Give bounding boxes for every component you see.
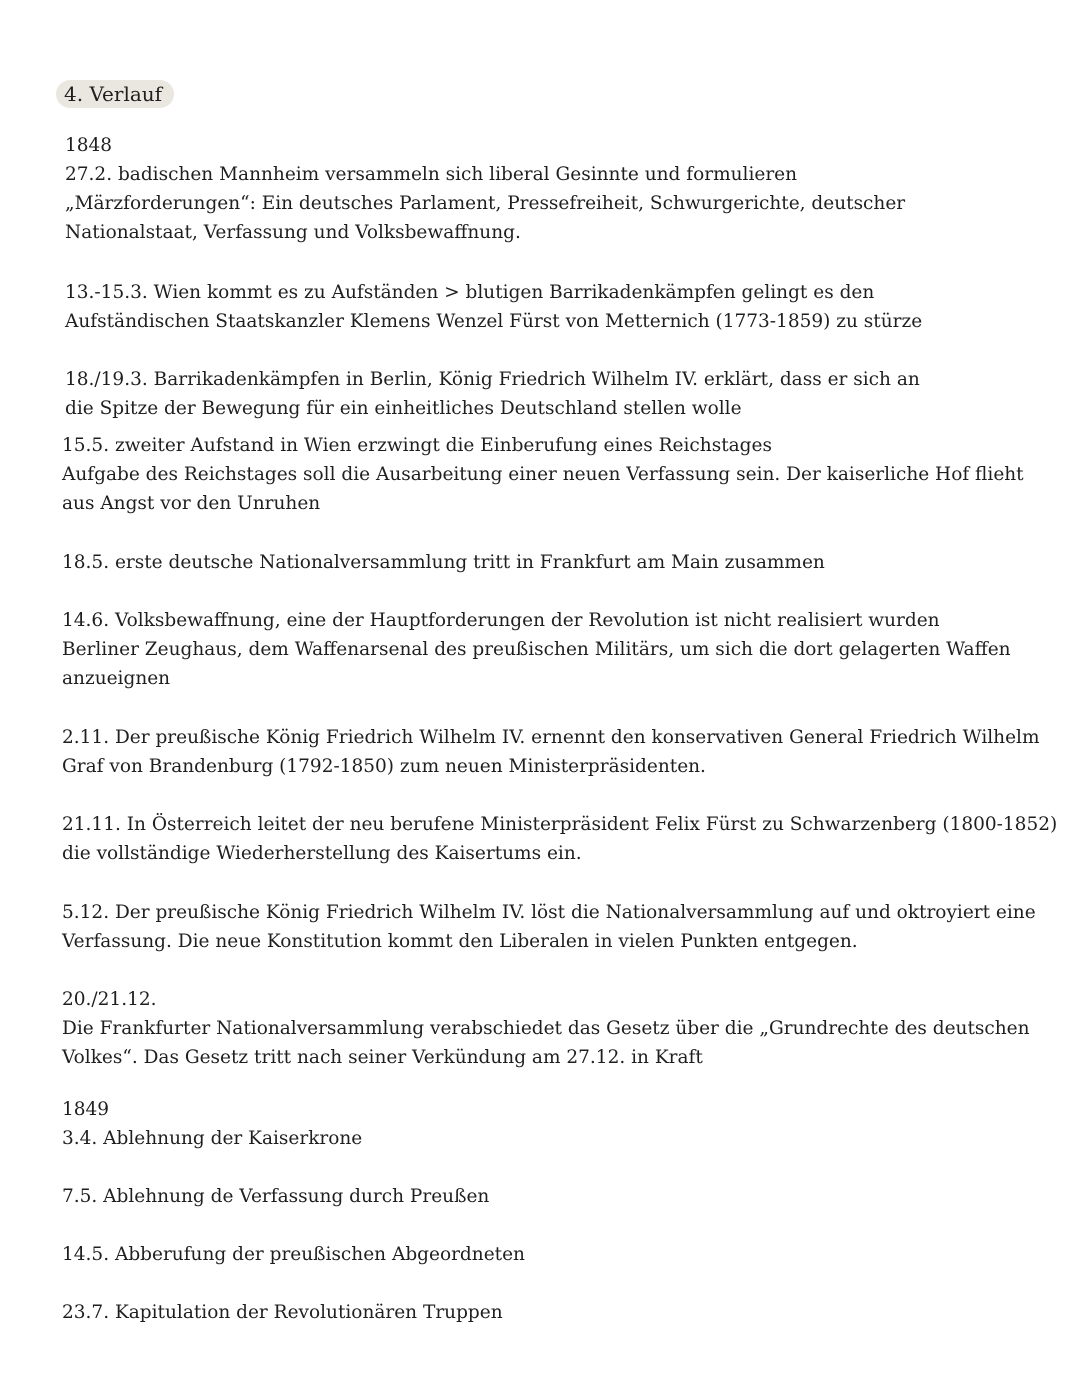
- year-label: 1849: [62, 1099, 110, 1120]
- entry-13-15-3: [65, 278, 922, 336]
- entry-line: 14.5. Abberufung der preußischen Abgeordneten: [62, 1244, 525, 1265]
- entry-line: 18./19.3. Barrikadenkämpfen in Berlin, König Friedrich Wilhelm IV. erklärt, dass er sich an: [65, 369, 920, 390]
- entry-20-21-12: [62, 985, 1030, 1072]
- year-label: 1848: [65, 135, 113, 156]
- entry-14-6: [62, 606, 1011, 693]
- entry-2-11: [62, 723, 1040, 781]
- entry-line: Berliner Zeughaus, dem Waffenarsenal des preußischen Militärs, um sich die dort gelagerten Waffen: [62, 639, 1011, 660]
- entry-line: 21.11. In Österreich leitet der neu berufene Ministerpräsident Felix Fürst zu Schwarzenberg (1800-1852): [62, 814, 1058, 835]
- entry-line: Verfassung. Die neue Konstitution kommt den Liberalen in vielen Punkten entgegen.: [62, 931, 858, 952]
- entry-line: 13.-15.3. Wien kommt es zu Aufständen > blutigen Barrikadenkämpfen gelingt es den: [65, 282, 875, 303]
- entry-18-5: [62, 548, 825, 577]
- entry-15-5: [62, 431, 1024, 518]
- entry-line: Die Frankfurter Nationalversammlung verabschiedet das Gesetz über die „Grundrechte des deutschen: [62, 1018, 1030, 1039]
- entry-14-5: [62, 1240, 525, 1269]
- entry-18-19-3: [65, 365, 920, 423]
- entry-line: Aufständischen Staatskanzler Klemens Wenzel Fürst von Metternich (1773-1859) zu stürze: [65, 311, 923, 332]
- entry-23-7: [62, 1298, 503, 1327]
- entry-line: Nationalstaat, Verfassung und Volksbewaffnung.: [65, 222, 521, 243]
- entry-line: anzueignen: [62, 668, 171, 689]
- entry-line: 27.2. badischen Mannheim versammeln sich liberal Gesinnte und formulieren: [65, 164, 798, 185]
- entry-line: Volkes“. Das Gesetz tritt nach seiner Verkündung am 27.12. in Kraft: [62, 1047, 703, 1068]
- entry-line: 7.5. Ablehnung de Verfassung durch Preußen: [62, 1186, 490, 1207]
- entry-line: 2.11. Der preußische König Friedrich Wilhelm IV. ernennt den konservativen General Friedrich Wilhelm: [62, 727, 1040, 748]
- section-heading: 4. Verlauf: [56, 80, 174, 108]
- entry-line: „Märzforderungen“: Ein deutsches Parlament, Pressefreiheit, Schwurgerichte, deutscher: [65, 193, 906, 214]
- entry-line: 23.7. Kapitulation der Revolutionären Truppen: [62, 1302, 503, 1323]
- entry-line: 14.6. Volksbewaffnung, eine der Hauptforderungen der Revolution ist nicht realisiert wurden: [62, 610, 940, 631]
- entry-line: 18.5. erste deutsche Nationalversammlung tritt in Frankfurt am Main zusammen: [62, 552, 825, 573]
- entry-7-5: [62, 1182, 489, 1211]
- entry-21-11: [62, 810, 1057, 868]
- entry-line: 20./21.12.: [62, 989, 157, 1010]
- entry-1848-27-2: [65, 131, 905, 247]
- entry-line: die Spitze der Bewegung für ein einheitliches Deutschland stellen wolle: [65, 398, 742, 419]
- entry-5-12: [62, 898, 1036, 956]
- entry-line: Aufgabe des Reichstages soll die Ausarbeitung einer neuen Verfassung sein. Der kaiserliche Hof flieht: [62, 464, 1024, 485]
- entry-line: die vollständige Wiederherstellung des Kaisertums ein.: [62, 843, 582, 864]
- entry-line: 5.12. Der preußische König Friedrich Wilhelm IV. löst die Nationalversammlung auf und oktroyiert eine: [62, 902, 1036, 923]
- entry-1849-3-4: [62, 1095, 362, 1153]
- entry-line: Graf von Brandenburg (1792-1850) zum neuen Ministerpräsidenten.: [62, 756, 706, 777]
- entry-line: 15.5. zweiter Aufstand in Wien erzwingt die Einberufung eines Reichstages: [62, 435, 772, 456]
- entry-line: aus Angst vor den Unruhen: [62, 493, 321, 514]
- entry-line: 3.4. Ablehnung der Kaiserkrone: [62, 1128, 363, 1149]
